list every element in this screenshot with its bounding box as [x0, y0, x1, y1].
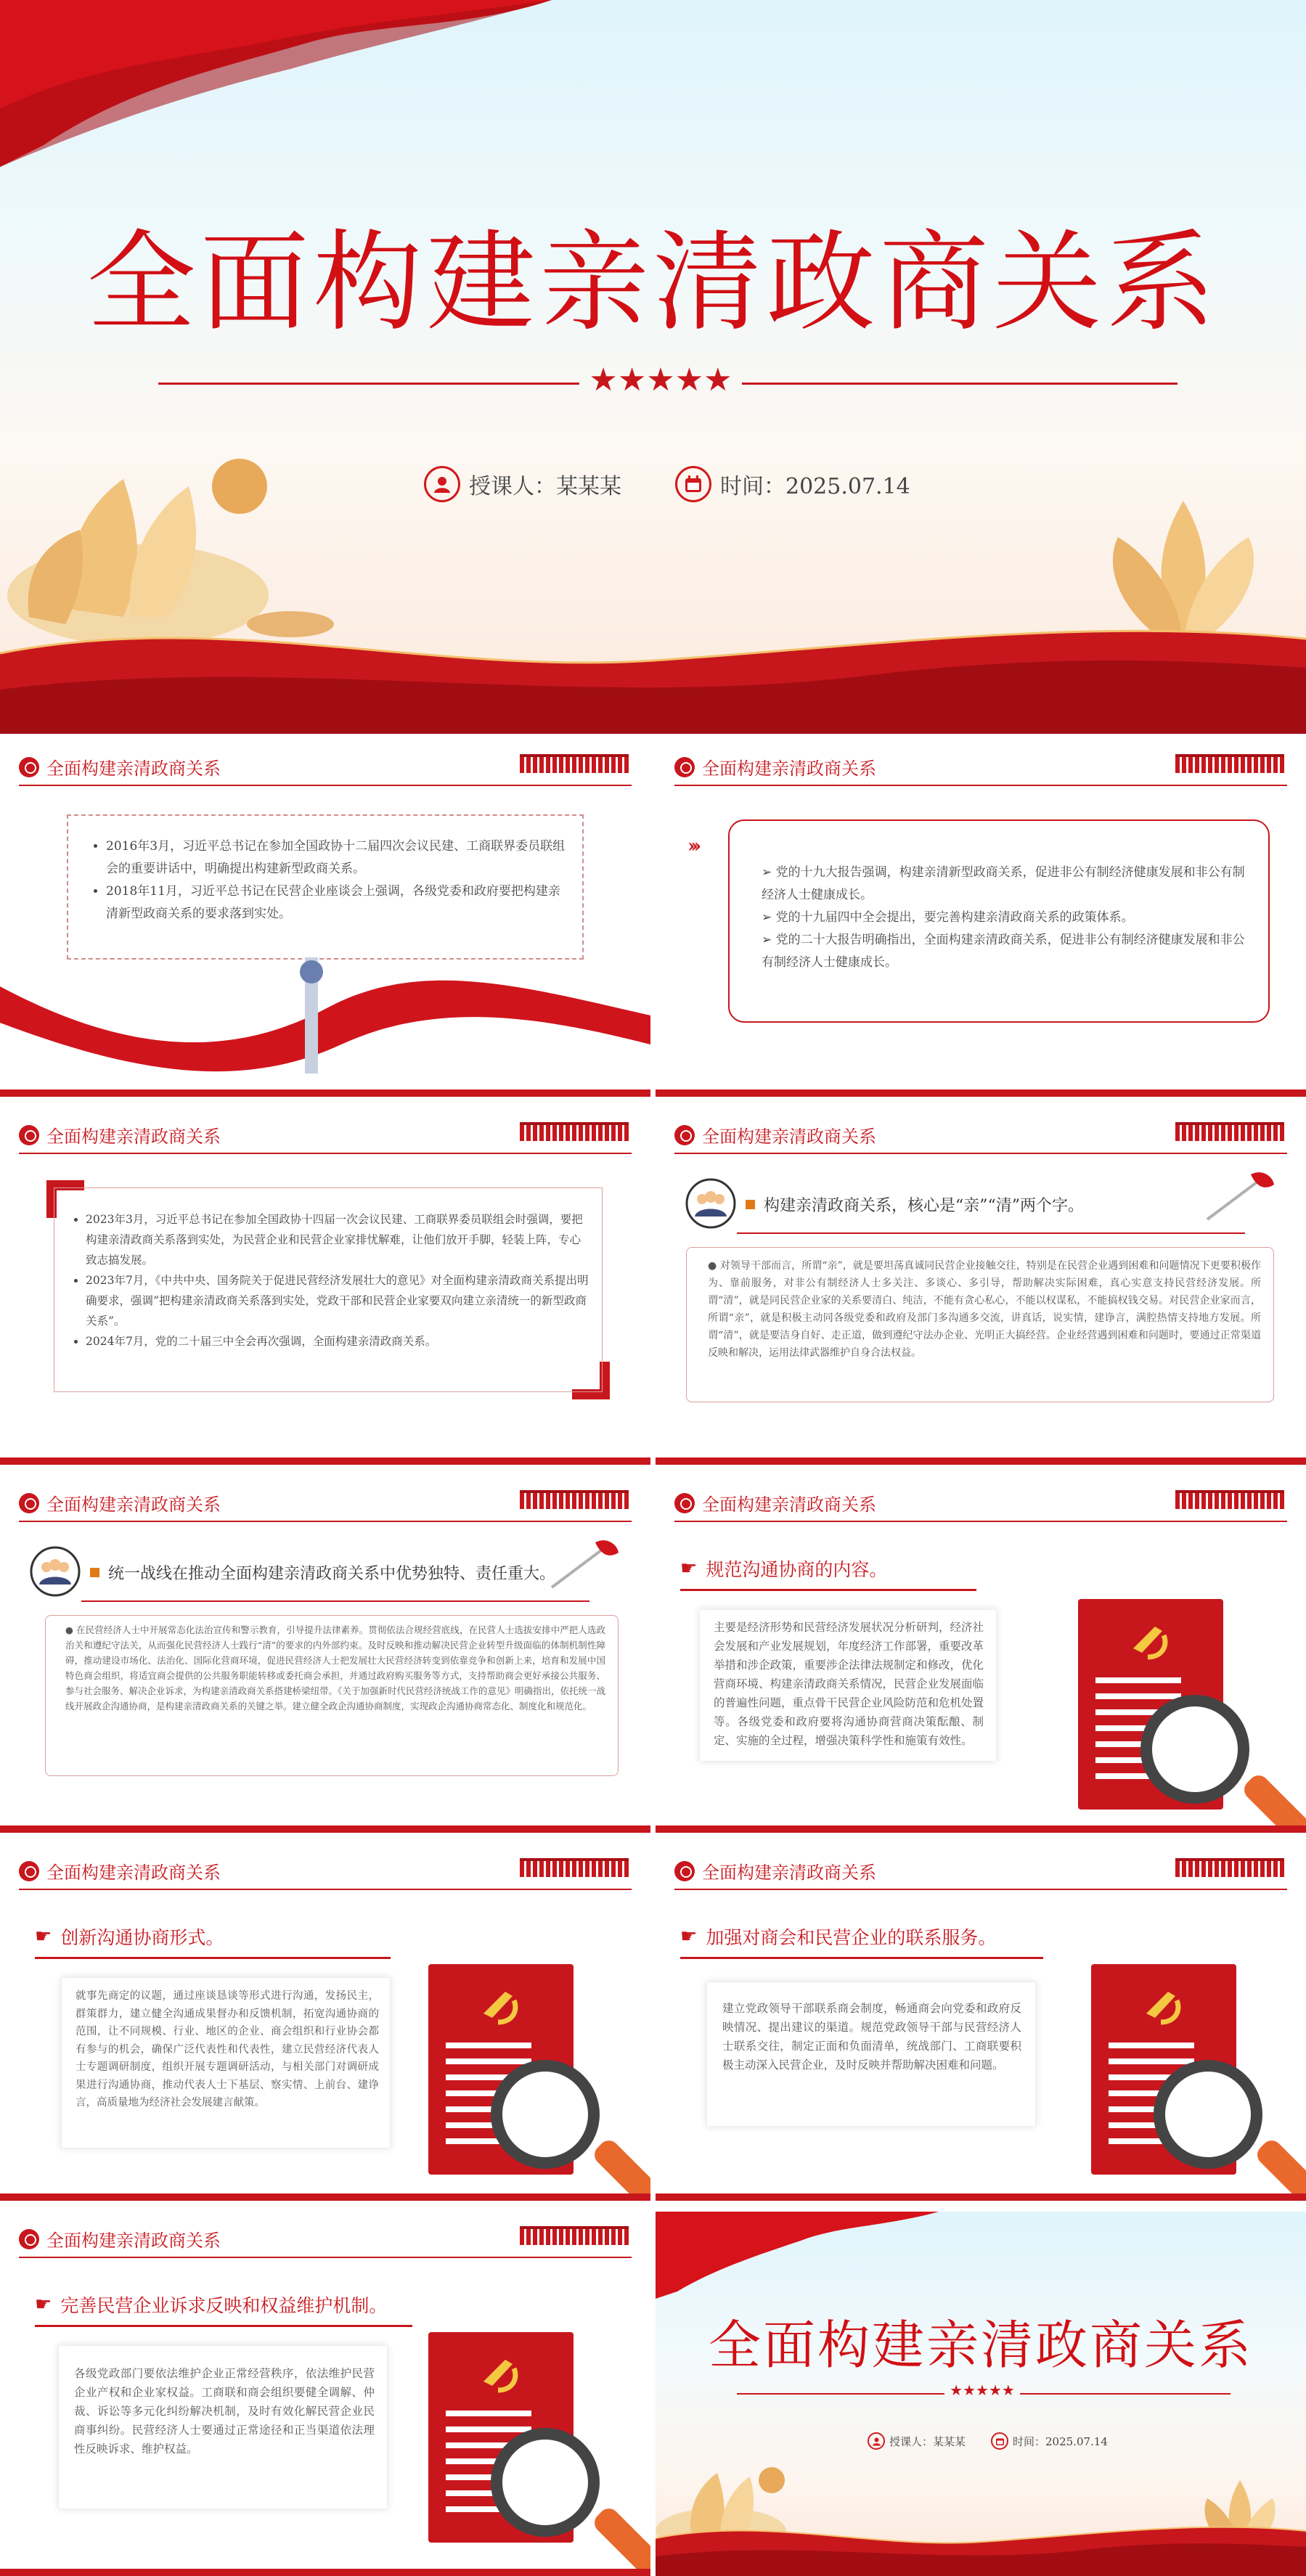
chevron-icon: ➢	[762, 910, 776, 925]
heading-text: 规范沟通协商的内容。	[706, 1559, 888, 1580]
list-item	[762, 862, 1245, 907]
magnifier-icon	[491, 2428, 600, 2537]
header-rule	[19, 1153, 632, 1154]
party-emblem-icon	[674, 1493, 695, 1513]
party-emblem-icon	[674, 757, 695, 777]
user-icon	[868, 2432, 885, 2450]
heading-underline	[81, 1600, 589, 1602]
magnifier-handle	[1253, 2136, 1306, 2201]
bottom-bar	[656, 1457, 1306, 1465]
flag-icon	[1193, 1169, 1280, 1227]
header-rule	[674, 1889, 1287, 1890]
bullet-dot: ●	[708, 1260, 720, 1272]
arrow-chevrons-icon: ›››	[687, 835, 698, 857]
heading-underline	[680, 1957, 1043, 1959]
party-emblem-icon	[1139, 1984, 1185, 2031]
slide-header	[674, 1858, 876, 1884]
section-heading	[35, 2291, 387, 2318]
date-info	[675, 466, 910, 502]
end-slide	[656, 2212, 1306, 2576]
slide-5	[656, 1108, 1306, 1465]
body-text	[65, 1622, 605, 1714]
user-icon	[424, 466, 460, 502]
list-item: • 2016年3月，习近平总书记在参加全国政协十二届四次会议民建、工商联界委员联组会的重要讲话中，明确提出构建新型政商关系。	[106, 835, 568, 880]
magnifier-icon	[1140, 1695, 1249, 1804]
bullet-list	[68, 1209, 591, 1352]
party-emblem-icon	[1126, 1619, 1172, 1666]
slide-2	[0, 740, 650, 1097]
date-text: 时间：2025.07.14	[720, 474, 910, 499]
heading-underline	[35, 1957, 391, 1959]
building-deco	[1175, 1122, 1284, 1141]
party-emblem-icon	[19, 2229, 39, 2249]
slide-header	[19, 754, 221, 780]
megaphone-icon: ☛	[35, 2294, 52, 2315]
header-title: 全面构建亲清政商关系	[702, 1863, 876, 1883]
bottom-bar	[0, 1457, 650, 1465]
calendar-icon	[675, 466, 711, 502]
slide-header	[19, 1490, 221, 1516]
party-emblem-icon	[476, 1984, 523, 2031]
section-heading	[680, 1555, 887, 1582]
slide-header	[674, 1122, 876, 1148]
party-emblem-icon	[674, 1125, 695, 1145]
bullet-dot: ●	[65, 1624, 77, 1635]
megaphone-icon: ☛	[680, 1558, 698, 1579]
end-title: 全面构建亲清政商关系	[708, 2315, 1253, 2376]
building-deco	[520, 1122, 629, 1141]
square-bullet	[90, 1568, 99, 1577]
slide-header	[674, 1490, 876, 1516]
lecturer-text: 授课人：某某某	[469, 474, 621, 499]
header-title: 全面构建亲清政商关系	[46, 759, 221, 779]
calendar-icon	[991, 2432, 1008, 2450]
building-deco	[520, 1858, 629, 1877]
title-stars: ★★★★★	[950, 2381, 1015, 2399]
building-deco	[1175, 1490, 1284, 1509]
megaphone-icon: ☛	[680, 1926, 698, 1947]
header-rule	[674, 785, 1287, 786]
building-deco	[520, 1490, 629, 1509]
lecturer-text: 授课人：某某某	[889, 2434, 966, 2448]
heading-underline	[35, 2325, 412, 2327]
bullet-list	[89, 835, 568, 925]
magnifier-handle	[590, 2136, 650, 2201]
title-stars: ★★★★★	[589, 361, 732, 398]
party-emblem-icon	[19, 1861, 39, 1881]
list-item-text: 党的十九届四中全会提出，要完善构建亲清政商关系的政策体系。	[775, 910, 1134, 925]
heading-text: 构建亲清政商关系，核心是“亲”“清”两个字。	[764, 1197, 1084, 1215]
list-item	[762, 907, 1245, 929]
header-rule	[674, 1521, 1287, 1522]
slide-3	[656, 740, 1306, 1097]
body-text	[708, 1257, 1261, 1362]
cover-slide	[0, 0, 1306, 734]
header-rule	[19, 1521, 632, 1522]
body-text: 建立党政领导干部联系商会制度，畅通商会向党委和政府反映情况、提出建议的渠道。规范党政领导干部与民营经济人士联系交往，制定正面和负面清单，统战部门、工商联要积极主动深入民营企业，及时反映并帮助解决困难和问题。	[722, 2002, 1021, 2072]
section-heading	[746, 1193, 1084, 1216]
bottom-bar	[656, 2193, 1306, 2201]
title-divider-left	[158, 383, 579, 385]
list-item: • 2023年3月，习近平总书记在参加全国政协十四届一次会议民建、工商联界委员联组会时强调，要把构建亲清政商关系落到实处，为民营企业和民营企业家排忧解难，让他们放开手脚，轻装上阵，专心致志搞发展。	[86, 1209, 591, 1270]
ribbon-icon	[656, 2212, 946, 2299]
chevron-icon: ➢	[762, 933, 776, 947]
party-emblem-icon	[674, 1861, 695, 1881]
ribbon-icon	[0, 588, 1306, 734]
party-emblem-icon	[19, 1125, 39, 1145]
header-rule	[19, 1889, 632, 1890]
building-deco	[520, 754, 629, 773]
header-rule	[19, 785, 632, 786]
square-bullet	[746, 1200, 755, 1209]
header-title: 全面构建亲清政商关系	[46, 1127, 221, 1147]
title-divider-left	[737, 2393, 944, 2395]
heading-text: 创新沟通协商形式。	[60, 1927, 224, 1948]
body-text-content: 在民营经济人士中开展常态化法治宣传和警示教育，引导提升法律素养。贯彻依法合规经营底线，在民营人士选拔安排中严把人选政治关和遵纪守法关，从而强化民营经济人士践行“清”的要求的内外部约束。及时反映和推动解决民营企业转型升级面临的体制机制性障碍，推动建设市场化、法治化、国际化营商环境，促进民营经济人士把发展壮大民营经济转变到依靠竞争和创新上来，培育和发展中国特色商会组织，将适宜商会提供的公共服务职能转移或委托商会承担，并通过政府购买服务等方式，支持帮助商会更好承接公共服务、参与社会服务、解决企业诉求，为构建亲清政商关系搭建桥梁纽带。《关于加强新时代民营经济统战工作的意见》明确指出，依托统一战线开展政企沟通协商，是构建亲清政商关系的关键之举。建立健全政企沟通协商制度，实现政企沟通协商常态化、制度化和规范化。	[65, 1624, 605, 1712]
heading-text: 完善民营企业诉求反映和权益维护机制。	[60, 2295, 388, 2316]
heading-underline	[680, 1589, 976, 1591]
slide-7	[656, 1476, 1306, 1833]
cover-title: 全面构建亲清政商关系	[86, 220, 1220, 346]
party-emblem-icon	[19, 757, 39, 777]
slide-10	[0, 2212, 650, 2576]
bottom-bar	[0, 2569, 650, 2576]
slide-header	[19, 2226, 221, 2252]
header-title: 全面构建亲清政商关系	[702, 759, 876, 779]
list-item: • 2018年11月，习近平总书记在民营企业座谈会上强调，各级党委和政府要把构建亲清新型政商关系的要求落到实处。	[106, 880, 568, 925]
building-deco	[1175, 1858, 1284, 1877]
list-item-text: 党的十九大报告强调，构建亲清新型政商关系，促进非公有制经济健康发展和非公有制经济人士健康成长。	[762, 865, 1245, 902]
lecturer-info	[868, 2432, 966, 2450]
team-icon	[685, 1177, 737, 1230]
magnifier-handle	[590, 2504, 650, 2576]
chevron-icon: ➢	[762, 865, 776, 880]
bottom-bar	[0, 2193, 650, 2201]
slide-4	[0, 1108, 650, 1465]
section-heading	[90, 1561, 555, 1584]
megaphone-icon: ☛	[35, 1926, 52, 1947]
list-item: • 2023年7月，《中共中央、国务院关于促进民营经济发展壮大的意见》对全面构建亲清政商关系提出明确要求，强调“把构建亲清政商关系落到实处，党政干部和民营企业家要双向建立亲清统一的新型政商关系”。	[86, 1270, 591, 1331]
bottom-bar	[0, 1089, 650, 1097]
party-emblem-icon	[19, 1493, 39, 1513]
slide-header	[19, 1858, 221, 1884]
heading-underline	[737, 1232, 1245, 1234]
heading-text: 统一战线在推动全面构建亲清政商关系中优势独特、责任重大。	[108, 1565, 556, 1583]
date-info	[991, 2432, 1108, 2450]
ribbon-icon	[0, 0, 566, 167]
slide-8	[0, 1844, 650, 2201]
header-rule	[674, 1153, 1287, 1154]
header-title: 全面构建亲清政商关系	[46, 1863, 221, 1883]
building-deco	[1175, 754, 1284, 773]
party-emblem-icon	[476, 2352, 523, 2399]
building-deco	[520, 2226, 629, 2245]
body-text: 各级党政部门要依法维护企业正常经营秩序，依法维护民营企业产权和企业家权益。工商联和商会组织要健全调解、仲裁、诉讼等多元化纠纷解决机制，及时有效化解民营企业民商事纠纷。民营经济人士要通过正常途径和正当渠道依法理性反映诉求、维护权益。	[74, 2367, 375, 2456]
bottom-bar	[656, 1825, 1306, 1833]
flag-icon	[537, 1537, 624, 1595]
ribbon-icon	[656, 2509, 1306, 2576]
header-title: 全面构建亲清政商关系	[46, 1495, 221, 1515]
slide-header	[674, 754, 876, 780]
header-title: 全面构建亲清政商关系	[702, 1495, 876, 1515]
slide-6	[0, 1476, 650, 1833]
body-text: 主要是经济形势和民营经济发展状况分析研判，经济社会发展和产业发展规划，年度经济工作部署，重要改革举措和涉企政策，重要涉企法律法规制定和修改，优化营商环境、构建亲清政商关系情况，民营企业发展面临的普遍性问题，重点骨干民营企业风险防范和危机处置等。各级党委和政府要将沟通协商营商决策酝酿、制定、实施的全过程，增强决策科学性和施策有效性。	[714, 1621, 984, 1747]
section-heading	[680, 1923, 996, 1950]
ribbon-icon	[0, 957, 650, 1089]
bottom-bar	[656, 1089, 1306, 1097]
heading-text: 加强对商会和民营企业的联系服务。	[706, 1927, 997, 1948]
date-text: 时间：2025.07.14	[1013, 2434, 1108, 2448]
section-heading	[35, 1923, 224, 1950]
list-item	[762, 929, 1245, 974]
lecturer-info	[424, 466, 621, 502]
title-divider-right	[1020, 2393, 1231, 2395]
title-divider-right	[742, 383, 1178, 385]
list-item-text: 党的二十大报告明确指出，全面构建亲清政商关系，促进非公有制经济健康发展和非公有制经济人士健康成长。	[762, 933, 1245, 970]
magnifier-icon	[1154, 2060, 1262, 2169]
slide-9	[656, 1844, 1306, 2201]
team-icon	[29, 1545, 81, 1598]
header-rule	[19, 2257, 632, 2258]
list-item: • 2024年7月，党的二十届三中全会再次强调，全面构建亲清政商关系。	[86, 1331, 591, 1352]
header-title: 全面构建亲清政商关系	[702, 1127, 876, 1147]
bottom-bar	[0, 1825, 650, 1833]
body-text: 就事先商定的议题，通过座谈恳谈等形式进行沟通，发扬民主，群策群力，建立健全沟通成果督办和反馈机制，拓宽沟通协商的范围，让不同规模、行业、地区的企业、商会组织和行业协会都有参与的机会，确保广泛代表性和代表性，建立民营经济代表人士专题调研制度，组织开展专题调研活动，与相关部门对调研成果进行沟通协商，推动代表人士下基层、察实情、上前台、建诤言，高质量地为经济社会发展建言献策。	[75, 1990, 379, 2109]
magnifier-icon	[491, 2060, 600, 2169]
header-title: 全面构建亲清政商关系	[46, 2231, 221, 2251]
magnifier-handle	[1240, 1771, 1306, 1833]
bullet-list	[744, 862, 1245, 974]
slide-header	[19, 1122, 221, 1148]
body-text-content: 对领导干部而言，所谓“亲”，就是要坦荡真诚同民营企业接触交往，特别是在民营企业遇到困难和问题情况下更要积极作为、靠前服务，对非公有制经济人士多关注、多谈心、多引导，帮助解决实际困难，真心实意支持民营经济发展。所谓“清”，就是同民营企业家的关系要清白、纯洁，不能有贪心私心，不能以权谋私，不能搞权钱交易。对民营企业家而言，所谓“亲”，就是积极主动同各级党委和政府及部门多沟通多交流，讲真话，说实情，建诤言，满腔热情支持地方发展。所谓“清”，就是要洁身自好、走正道，做到遵纪守法办企业、光明正大搞经营。企业经营遇到困难和问题时，要通过正常渠道反映和解决，运用法律武器维护自身合法权益。	[708, 1260, 1261, 1359]
